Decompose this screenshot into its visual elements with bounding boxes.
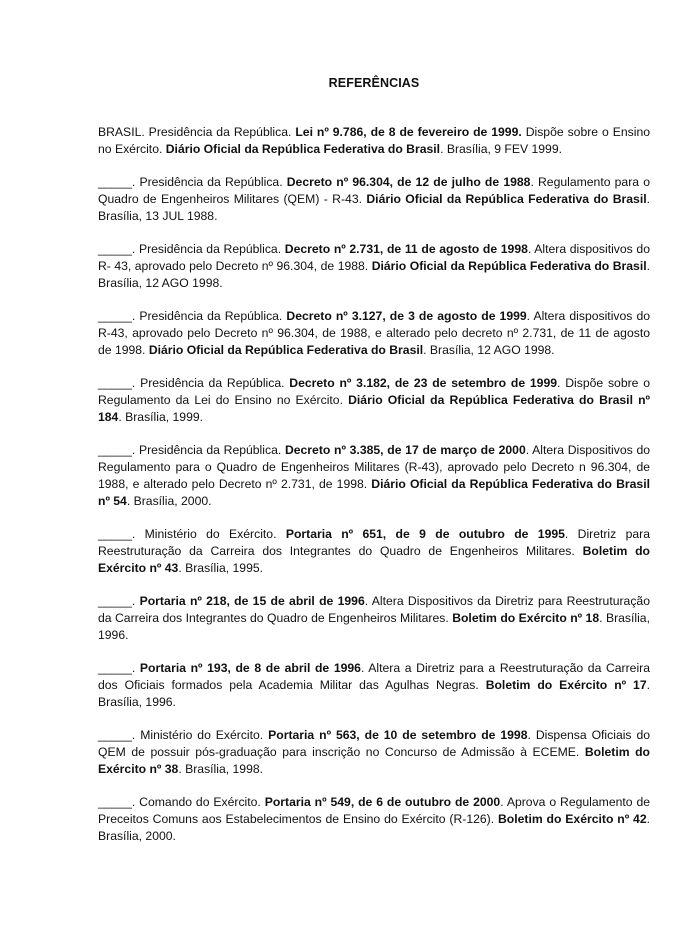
reference-text: _____. Comando do Exército. [98, 795, 265, 809]
reference-text: _____. Presidência da República. [98, 443, 285, 457]
reference-text: . Brasília, 2000. [126, 494, 212, 508]
reference-text: . Brasília, 1998. [178, 762, 264, 776]
reference-text: . Brasília, 12 AGO 1998. [423, 343, 555, 357]
reference-bold-source: Boletim do Exército nº 42 [497, 812, 647, 826]
reference-bold-title: Portaria nº 549, de 6 de outubro de 2000 [264, 795, 501, 809]
page-title: REFERÊNCIAS [328, 76, 420, 90]
reference-bold-title: Portaria nº 218, de 15 de abril de 1996 [139, 594, 365, 608]
reference-bold-source: Boletim do Exército nº 18 [452, 611, 600, 625]
reference-entry [98, 794, 650, 845]
reference-entry [98, 308, 650, 359]
reference-text: _____. Ministério do Exército. [98, 728, 269, 742]
reference-entry [98, 660, 650, 711]
reference-entry [98, 593, 650, 644]
reference-bold-title: Decreto nº 96.304, de 12 de julho de 1988 [286, 175, 531, 189]
reference-bold-title: Decreto nº 3.182, de 23 de setembro de 1999 [289, 376, 558, 390]
reference-entry [98, 124, 650, 158]
reference-text: . Altera a Diretriz para a Reestruturação da Carreira dos Oficiais formados pela Academia Militar das Agulhas Negras. [98, 661, 650, 692]
reference-text: BRASIL. Presidência da República. [98, 125, 296, 139]
reference-bold-title: Decreto nº 3.385, de 17 de março de 2000 [284, 443, 526, 457]
reference-bold-source: Boletim do Exército nº 43 [98, 544, 650, 575]
reference-bold-source: Diário Oficial da República Federativa do Brasil [165, 142, 441, 156]
reference-text: . Brasília, 1996. [98, 611, 650, 642]
reference-text: . Aprova o Regulamento de Preceitos Comuns aos Estabelecimentos de Ensino do Exército (R-126). [98, 795, 650, 826]
reference-entry [98, 442, 650, 510]
reference-bold-title: Portaria nº 563, de 10 de setembro de 1998 [268, 728, 528, 742]
reference-bold-source: Boletim do Exército nº 17 [485, 678, 647, 692]
reference-bold-source: Diário Oficial da República Federativa do Brasil [148, 343, 424, 357]
reference-text: . Dispõe sobre o Regulamento da Lei do Ensino no Exército. [98, 376, 651, 407]
reference-text: Dispõe sobre o Ensino no Exército. [98, 125, 650, 156]
reference-text: . Brasília, 2000. [98, 812, 650, 843]
document-page [98, 76, 650, 861]
reference-text: . Altera dispositivos do R-43, aprovado pelo Decreto nº 96.304, de 1988, e alterado pelo decreto nº 2.731, de 11 de agosto de 1998. [98, 309, 650, 357]
reference-entry [98, 241, 650, 292]
reference-text: . Brasília, 1999. [118, 410, 204, 424]
reference-text: . Brasília, 13 JUL 1988. [98, 192, 650, 223]
reference-bold-title: Decreto nº 3.127, de 3 de agosto de 1999 [286, 309, 527, 323]
reference-text: _____. Ministério do Exército. [98, 527, 286, 541]
reference-text: . Altera Dispositivos da Diretriz para Reestruturação da Carreira dos Integrantes do Quadro de Engenheiros Militares. [98, 594, 650, 625]
reference-text: . Brasília, 1995. [178, 561, 264, 575]
reference-text: _____. Presidência da República. [98, 242, 285, 256]
reference-entry [98, 526, 650, 577]
reference-text: _____. [98, 661, 140, 675]
reference-text: . Altera Dispositivos do Regulamento para o Quadro de Engenheiros Militares (R-43), aprovado pelo Decreto n 96.304, de 1988, e alterado pelo Decreto nº 2.731, de 1998. [98, 443, 650, 491]
reference-text: _____. Presidência da República. [98, 376, 290, 390]
reference-text: . Brasília, 12 AGO 1998. [98, 259, 650, 290]
reference-bold-source: Diário Oficial da República Federativa do Brasil nº 54 [98, 477, 650, 508]
reference-text: _____. [98, 594, 140, 608]
reference-text: . Diretriz para Reestruturação da Carreira dos Integrantes do Quadro de Engenheiros Militares. [98, 527, 650, 558]
reference-text: . Dispensa Oficiais do QEM de possuir pós-graduação para inscrição no Concurso de Admissão à ECEME. [98, 728, 651, 759]
reference-text: _____. Presidência da República. [98, 309, 287, 323]
reference-bold-source: Diário Oficial da República Federativa do Brasil nº 184 [98, 393, 650, 424]
reference-bold-title: Portaria nº 651, de 9 de outubro de 1995 [285, 527, 565, 541]
reference-bold-title: Lei nº 9.786, de 8 de fevereiro de 1999. [295, 125, 522, 139]
reference-text: . Altera dispositivos do R- 43, aprovado pelo Decreto nº 96.304, de 1988. [98, 242, 650, 273]
reference-text: . Regulamento para o Quadro de Engenheiros Militares (QEM) - R-43. [98, 175, 650, 206]
reference-bold-source: Boletim do Exército nº 38 [98, 745, 650, 776]
reference-entry [98, 375, 650, 426]
reference-bold-source: Diário Oficial da República Federativa do Brasil [366, 192, 647, 206]
reference-entry [98, 727, 650, 778]
reference-bold-title: Portaria nº 193, de 8 de abril de 1996 [139, 661, 361, 675]
reference-bold-title: Decreto nº 2.731, de 11 de agosto de 1998 [284, 242, 528, 256]
reference-bold-source: Diário Oficial da República Federativa do Brasil [371, 259, 647, 273]
reference-text: . Brasília, 9 FEV 1999. [440, 142, 562, 156]
reference-text: . Brasília, 1996. [98, 678, 650, 709]
reference-entry [98, 174, 650, 225]
reference-text: _____. Presidência da República. [98, 175, 287, 189]
